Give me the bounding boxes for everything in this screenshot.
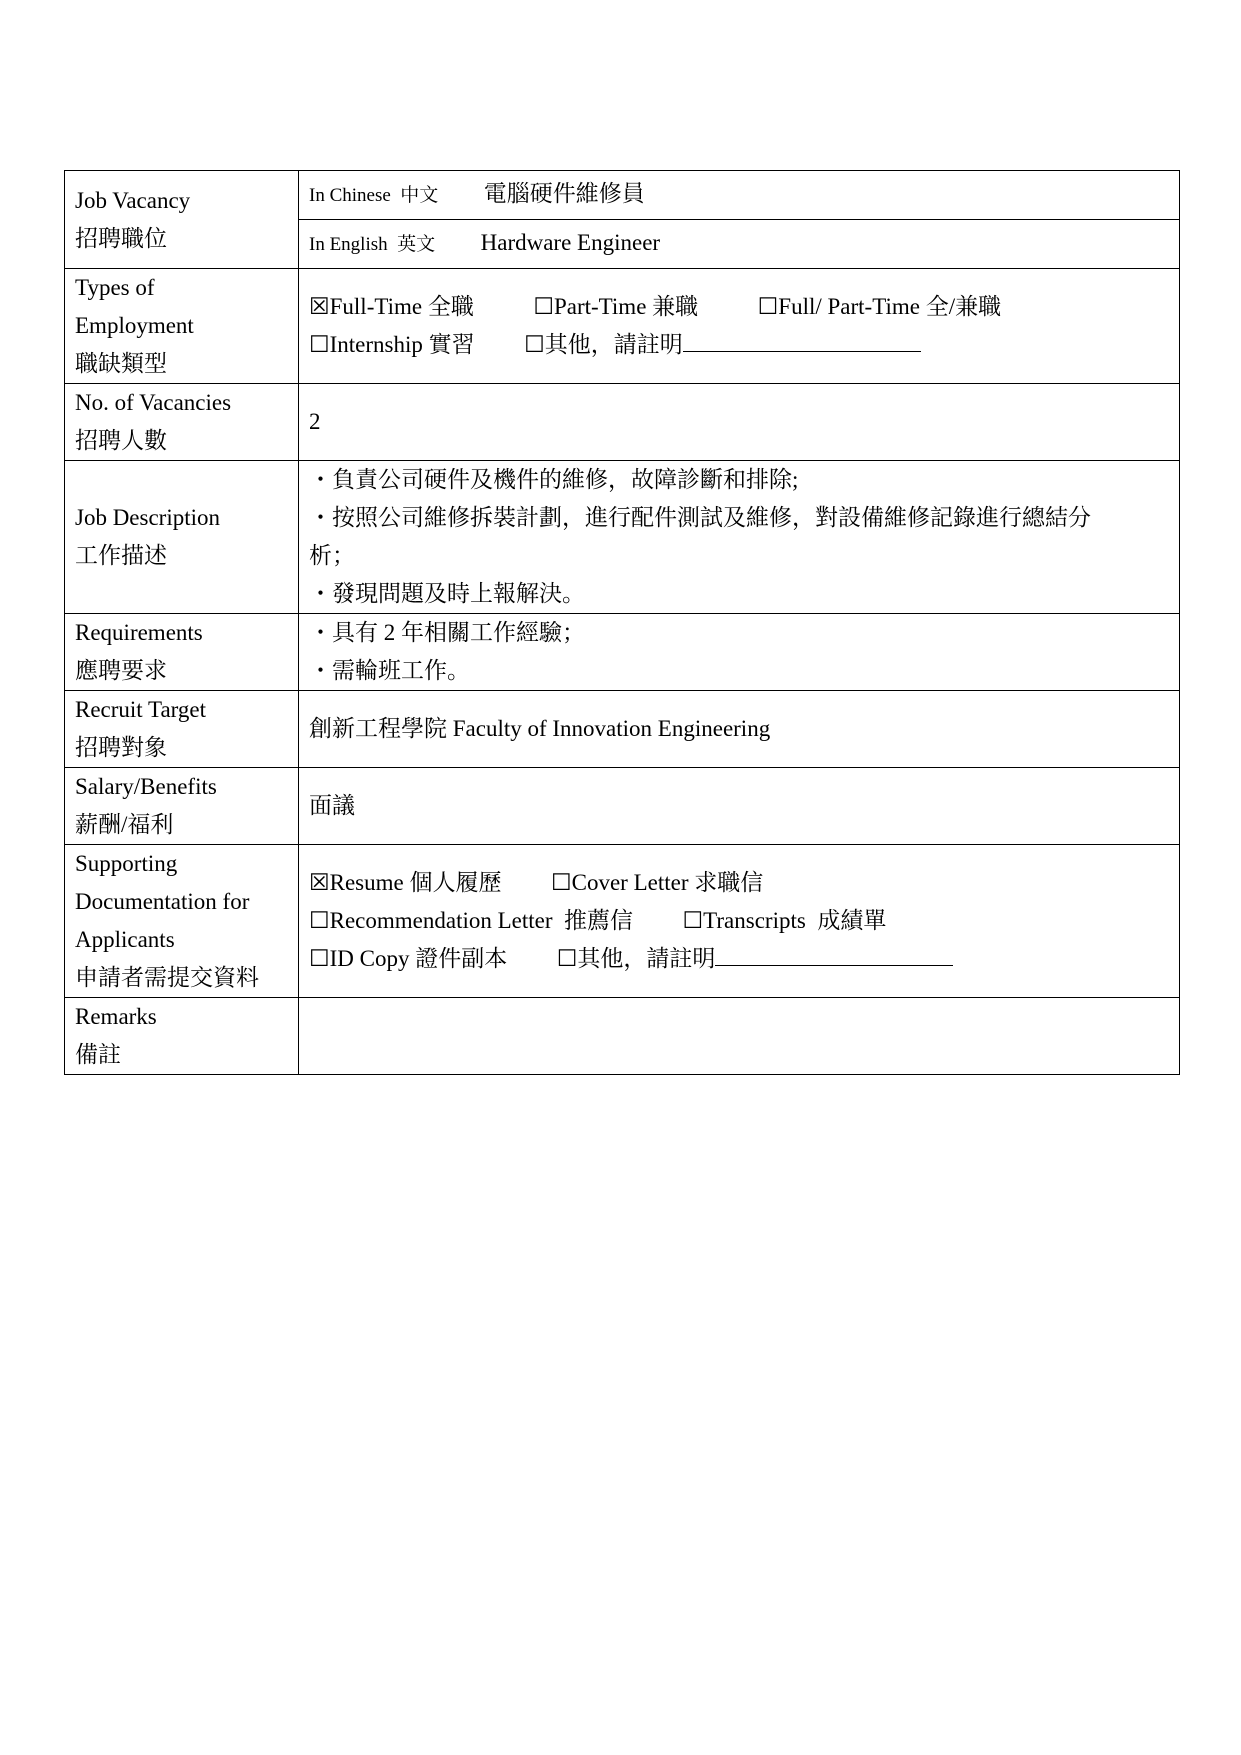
option-full-time: Full-Time 全職 <box>329 294 474 319</box>
checkbox-other-employment[interactable]: ☐ <box>524 332 545 357</box>
documents-options-cell <box>299 845 1180 998</box>
row-salary <box>65 768 1180 845</box>
checkbox-part-time[interactable]: ☐ <box>533 294 554 319</box>
option-other-document: 其他，請註明 <box>577 946 716 971</box>
label-zh: 職缺類型 <box>75 351 167 376</box>
label-vacancies <box>65 384 299 461</box>
label-en-2: Documentation for <box>75 889 250 914</box>
job-title-chinese: 電腦硬件維修員 <box>483 181 645 206</box>
option-internship: Internship 實習 <box>329 332 475 357</box>
row-documents <box>65 845 1180 998</box>
label-en: Salary/Benefits <box>75 774 217 799</box>
row-vacancies <box>65 384 1180 461</box>
option-recommendation-letter: Recommendation Letter 推薦信 <box>329 908 634 933</box>
label-zh: 工作描述 <box>75 543 167 568</box>
job-posting-form <box>64 170 1180 1075</box>
label-recruit-target <box>65 691 299 768</box>
label-en-1: Types of <box>75 275 155 300</box>
option-other-employment: 其他，請註明 <box>544 332 683 357</box>
option-transcripts: Transcripts 成績單 <box>703 908 887 933</box>
option-full-part-time: Full/ Part-Time 全/兼職 <box>778 294 1002 319</box>
job-title-english-cell <box>299 220 1180 269</box>
checkbox-internship[interactable]: ☐ <box>309 332 330 357</box>
checkbox-resume[interactable]: ☒ <box>309 870 330 895</box>
label-en: Remarks <box>75 1004 157 1029</box>
label-zh: 應聘要求 <box>75 658 167 683</box>
english-prefix: In English 英文 <box>309 234 436 255</box>
label-en: Job Vacancy <box>75 187 191 213</box>
description-line-2: ・按照公司維修拆裝計劃，進行配件測試及維修，對設備維修記錄進行總結分 <box>309 505 1091 530</box>
label-zh: 備註 <box>75 1042 121 1067</box>
row-requirements <box>65 614 1180 691</box>
chinese-prefix: In Chinese 中文 <box>309 185 439 206</box>
row-job-description <box>65 461 1180 614</box>
checkbox-transcripts[interactable]: ☐ <box>682 908 704 933</box>
requirement-line-2: ・需輪班工作。 <box>309 658 470 683</box>
checkbox-id-copy[interactable]: ☐ <box>309 946 330 971</box>
job-title-english: Hardware Engineer <box>480 230 661 255</box>
description-line-4: ・發現問題及時上報解決。 <box>309 581 585 606</box>
label-zh: 薪酬/福利 <box>75 812 174 837</box>
checkbox-cover-letter[interactable]: ☐ <box>550 870 572 895</box>
vacancies-value: 2 <box>299 384 1180 461</box>
label-documents <box>65 845 299 998</box>
label-en: Requirements <box>75 620 203 645</box>
row-recruit-target <box>65 691 1180 768</box>
checkbox-other-document[interactable]: ☐ <box>556 946 578 971</box>
row-remarks <box>65 998 1180 1075</box>
description-line-1: ・負責公司硬件及機件的維修，故障診斷和排除; <box>309 467 799 492</box>
label-en: No. of Vacancies <box>75 390 232 415</box>
job-title-chinese-cell <box>299 171 1180 220</box>
recruit-target-value: 創新工程學院 Faculty of Innovation Engineering <box>299 691 1180 768</box>
checkbox-full-time[interactable]: ☒ <box>309 294 330 319</box>
requirement-line-1: ・具有 2 年相關工作經驗； <box>309 620 585 645</box>
label-zh: 申請者需提交資料 <box>75 965 259 990</box>
label-zh: 招聘人數 <box>75 428 167 453</box>
label-employment-types <box>65 269 299 384</box>
requirements-cell <box>299 614 1180 691</box>
remarks-value[interactable] <box>299 998 1180 1075</box>
row-job-vacancy-chinese <box>65 171 1180 220</box>
job-description-cell <box>299 461 1180 614</box>
option-id-copy: ID Copy 證件副本 <box>329 946 508 971</box>
salary-value: 面議 <box>299 768 1180 845</box>
employment-options-cell <box>299 269 1180 384</box>
label-job-vacancy <box>65 171 299 269</box>
label-en: Job Description <box>75 505 221 530</box>
other-employment-blank[interactable] <box>683 329 921 352</box>
label-en-2: Employment <box>75 313 194 338</box>
label-zh: 招聘職位 <box>75 225 167 251</box>
label-en: Recruit Target <box>75 697 207 722</box>
checkbox-full-part-time[interactable]: ☐ <box>757 294 779 319</box>
row-employment-types <box>65 269 1180 384</box>
label-remarks <box>65 998 299 1075</box>
option-cover-letter: Cover Letter 求職信 <box>571 870 764 895</box>
label-en-3: Applicants <box>75 927 175 952</box>
checkbox-recommendation-letter[interactable]: ☐ <box>309 908 330 933</box>
label-salary <box>65 768 299 845</box>
label-en-1: Supporting <box>75 851 178 876</box>
label-zh: 招聘對象 <box>75 735 167 760</box>
other-document-blank[interactable] <box>715 943 953 966</box>
label-requirements <box>65 614 299 691</box>
option-resume: Resume 個人履歷 <box>329 870 502 895</box>
label-job-description <box>65 461 299 614</box>
description-line-3: 析； <box>309 543 355 568</box>
option-part-time: Part-Time 兼職 <box>553 294 699 319</box>
